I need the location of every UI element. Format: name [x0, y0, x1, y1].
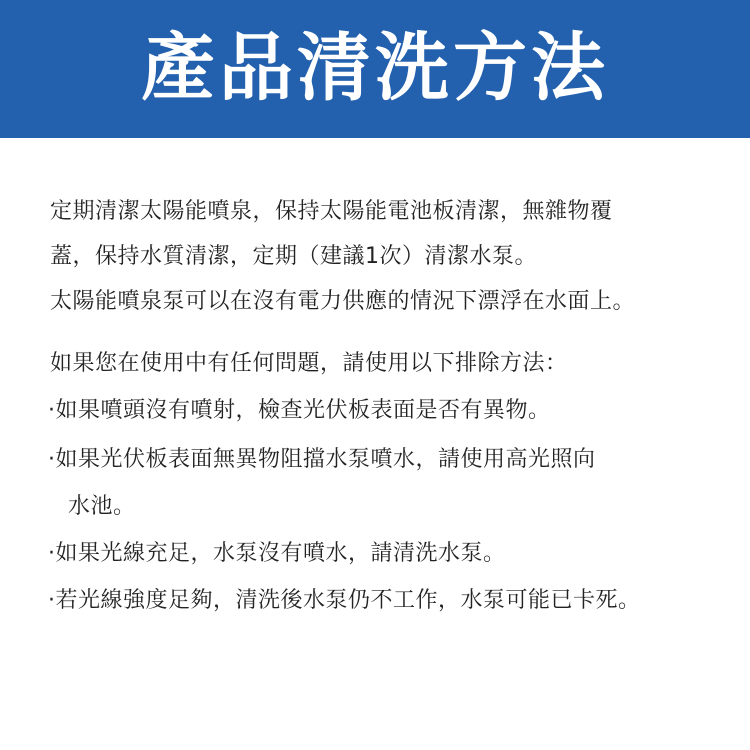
- troubleshooting-item-1: ·如果噴頭沒有噴射，檢查光伏板表面是否有異物。: [48, 398, 551, 423]
- intro-line-1: 定期清潔太陽能噴泉，保持太陽能電池板清潔，無雜物覆: [50, 199, 613, 224]
- troubleshooting-item-3: ·如果光線充足，水泵沒有噴水，請清洗水泵。: [48, 541, 506, 566]
- troubleshooting-item-2-line-2: 水池。: [68, 494, 136, 519]
- troubleshooting-item-2-line-1: ·如果光伏板表面無異物阻擋水泵噴水，請使用高光照向: [48, 447, 596, 472]
- intro-line-2: 蓋，保持水質清潔，定期（建議1次）清潔水泵。: [50, 244, 537, 269]
- troubleshooting-item-4: ·若光線強度足夠，清洗後水泵仍不工作，水泵可能已卡死。: [48, 588, 641, 613]
- page-title: 產品清洗方法: [141, 25, 609, 111]
- intro-line-3: 太陽能噴泉泵可以在沒有電力供應的情況下漂浮在水面上。: [50, 289, 636, 314]
- troubleshooting-heading: 如果您在使用中有任何問題，請使用以下排除方法：: [50, 351, 568, 376]
- header-banner: [0, 0, 750, 138]
